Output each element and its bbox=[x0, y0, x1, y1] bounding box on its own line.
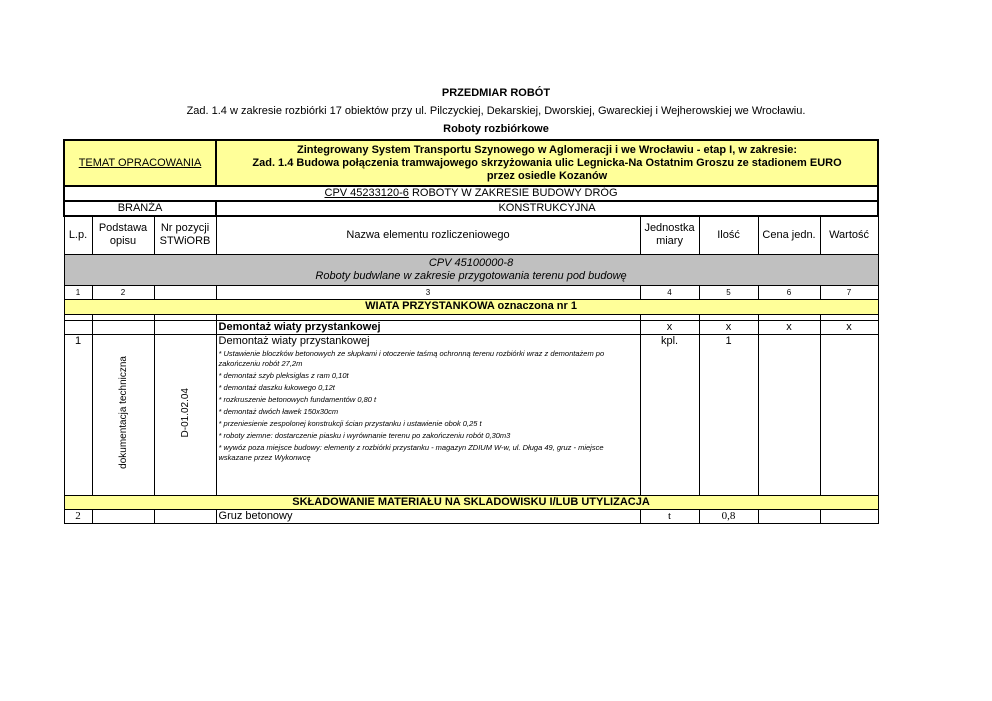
item1-nr: D-01.02.04 bbox=[154, 334, 216, 495]
item1-detail: * rozkruszenie betonowych fundamentów 0,80 t bbox=[218, 394, 377, 404]
cpv-section-cell: CPV 45100000-8 Roboty budwlane w zakresie przygotowania terenu pod budowę bbox=[64, 254, 878, 285]
cpv-section-row bbox=[64, 254, 878, 285]
col-podstawa: Podstawa opisu bbox=[92, 216, 154, 254]
col-number: 1 bbox=[64, 285, 92, 299]
topic-row bbox=[64, 140, 878, 186]
item2-name: Gruz betonowy bbox=[216, 509, 640, 523]
section2-title: SKŁADOWANIE MATERIAŁU NA SKLADOWISKU I/LUB UTYLIZACJA bbox=[64, 495, 878, 509]
item1-ilosc: 1 bbox=[699, 334, 758, 495]
col-number: 3 bbox=[216, 285, 640, 299]
col-number: 6 bbox=[758, 285, 820, 299]
group-row bbox=[64, 320, 878, 334]
branza-label: BRANŻA bbox=[64, 201, 216, 216]
item1-detail: * przeniesienie zespolonej konstrukcji ścian przystanku i ustawienie obok 0,25 t bbox=[218, 418, 482, 428]
col-cena: Cena jedn. bbox=[758, 216, 820, 254]
col-lp: L.p. bbox=[64, 216, 92, 254]
col-nr-pozycji: Nr pozycji STWiORB bbox=[154, 216, 216, 254]
col-number: 7 bbox=[820, 285, 878, 299]
page-subtitle: Zad. 1.4 w zakresie rozbiórki 17 obiektów przy ul. Pilczyckiej, Dekarskiej, Dworskiej, Gwareckiej i Wejherowskiej we Wrocławiu. bbox=[186, 105, 806, 117]
item1-lp: 1 bbox=[64, 334, 92, 495]
item1-detail: * wywóz poza miejsce budowy: elementy z rozbiórki przystanku - magazyn ZDIUM W-w, ul. Długa 49, gruz - miejsce wskazane przez Wykonwcę bbox=[218, 442, 604, 462]
group-cena: x bbox=[758, 320, 820, 334]
section2-row bbox=[64, 495, 878, 509]
column-header-row bbox=[64, 216, 878, 254]
branza-row bbox=[64, 201, 878, 216]
cost-estimate-table bbox=[63, 139, 879, 524]
item1-detail: * demontaż daszku łukowego 0,12t bbox=[218, 382, 335, 392]
cpv-main-row bbox=[64, 186, 878, 201]
table-row bbox=[64, 334, 878, 495]
topic-label: TEMAT OPRACOWANIA bbox=[64, 140, 216, 186]
group-name: Demontaż wiaty przystankowej bbox=[216, 320, 640, 334]
item1-name: Demontaż wiaty przystankowej bbox=[218, 334, 370, 347]
cpv-main-cell: CPV 45233120-6 ROBOTY W ZAKRESIE BUDOWY DRÓG bbox=[64, 186, 878, 201]
item1-podstawa: dokumentacja techniczna bbox=[92, 334, 154, 495]
topic-description: Zintegrowany System Transportu Szynowego w Aglomeracji i we Wrocławiu - etap I, w zakresie: Zad. 1.4 Budowa połączenia tramwajowego skrzyżowania ulic Legnicka-Na Ostatnim Groszu ze stadionem EURO przez osiedle Kozanów bbox=[216, 140, 878, 186]
section1-title: WIATA PRZYSTANKOWA oznaczona nr 1 bbox=[64, 299, 878, 314]
col-wartosc: Wartość bbox=[820, 216, 878, 254]
col-number: 2 bbox=[92, 285, 154, 299]
group-wartosc: x bbox=[820, 320, 878, 334]
column-number-row bbox=[64, 285, 878, 299]
col-number bbox=[154, 285, 216, 299]
table-row bbox=[64, 509, 878, 523]
item1-detail: * demontaż szyb pleksiglas z ram 0,10t bbox=[218, 370, 349, 380]
col-number: 5 bbox=[699, 285, 758, 299]
item2-lp: 2 bbox=[64, 509, 92, 523]
branza-value: KONSTRUKCYJNA bbox=[216, 201, 878, 216]
section1-row bbox=[64, 299, 878, 314]
item2-jm: t bbox=[640, 509, 699, 523]
group-ilosc: x bbox=[699, 320, 758, 334]
item1-detail: * roboty ziemne: dostarczenie piasku i wyrównanie terenu po zakończeniu robót 0,30m3 bbox=[218, 430, 511, 440]
col-jednostka: Jednostka miary bbox=[640, 216, 699, 254]
col-ilosc: Ilość bbox=[699, 216, 758, 254]
col-nazwa: Nazwa elementu rozliczeniowego bbox=[216, 216, 640, 254]
item1-detail: * Ustawienie bloczków betonowych ze słupkami i otoczenie taśmą ochronną terenu rozbiórki wraz z demontażem po zakończeniu robót 27,2m bbox=[218, 348, 605, 368]
item1-name-cell bbox=[216, 334, 640, 495]
section-heading: Roboty rozbiórkowe bbox=[443, 123, 549, 135]
col-number: 4 bbox=[640, 285, 699, 299]
item2-ilosc: 0,8 bbox=[699, 509, 758, 523]
item1-detail: * demontaż dwóch ławek 150x30cm bbox=[218, 406, 339, 416]
page-title: PRZEDMIAR ROBÓT bbox=[441, 87, 551, 99]
group-jm: x bbox=[640, 320, 699, 334]
item1-jm: kpl. bbox=[640, 334, 699, 495]
